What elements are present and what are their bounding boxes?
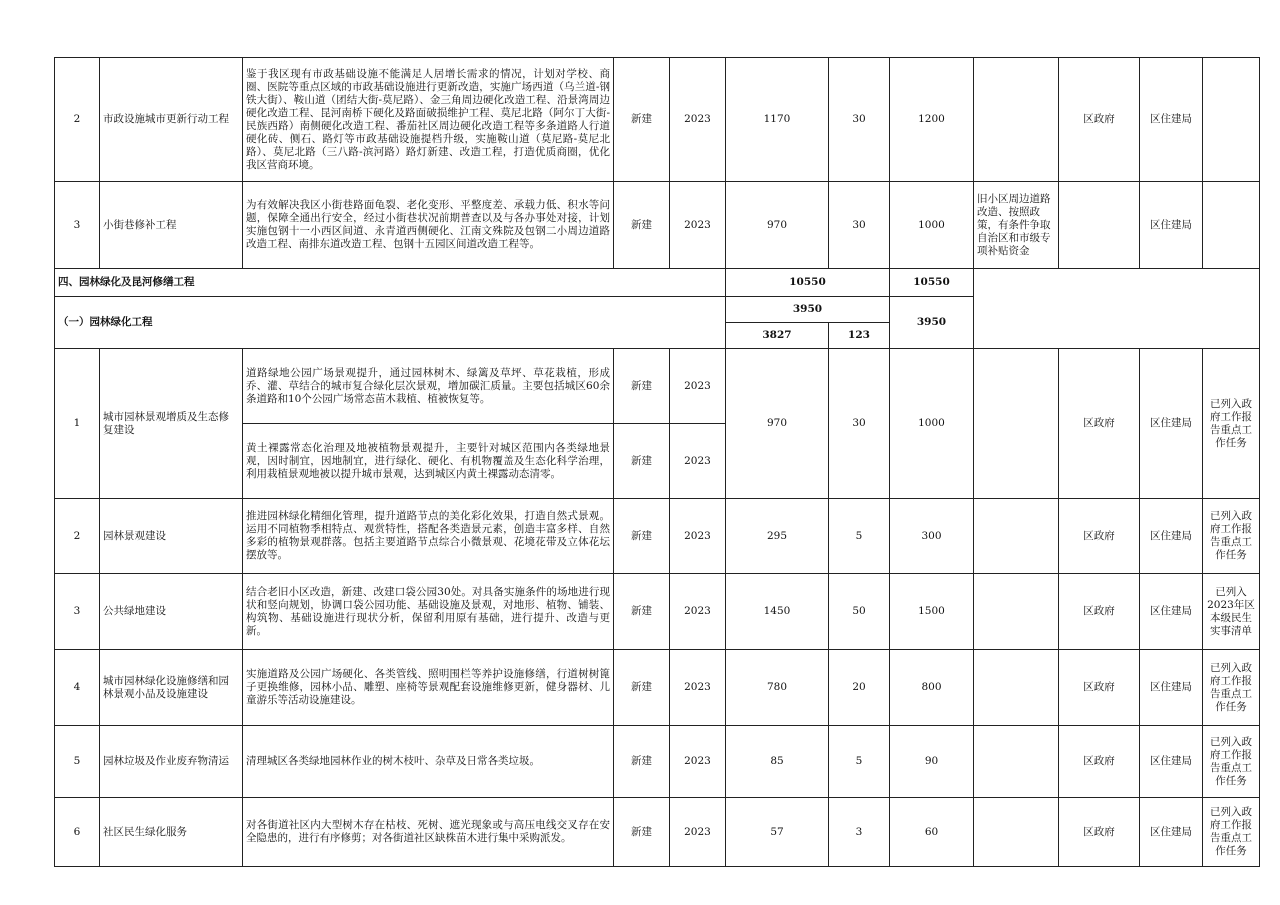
total-amount: 60: [890, 798, 974, 867]
remark: 已列入政府工作报告重点工作任务: [1203, 798, 1260, 867]
project-type: 新建: [614, 349, 670, 424]
row-seq: 5: [55, 726, 100, 798]
project-year: 2023: [670, 798, 726, 867]
funding-source: 旧小区周边道路改造、按照政策，有条件争取自治区和市级专项补贴资金: [974, 182, 1059, 269]
project-year: 2023: [670, 650, 726, 726]
funding-source: [974, 574, 1059, 650]
table-row: [55, 58, 1260, 182]
project-type: 新建: [614, 58, 670, 182]
funding-source: [974, 726, 1059, 798]
funding-source: [974, 349, 1059, 499]
project-year: 2023: [670, 349, 726, 424]
row-seq: 2: [55, 499, 100, 574]
subsection-amount-1: 3827: [726, 323, 829, 349]
responsible-unit: 区住建局: [1140, 574, 1203, 650]
project-description: 道路绿地公园广场景观提升，通过园林树木、绿篱及草坪、草花栽植，形成乔、灌、草结合的城市复合绿化层次景观，增加碳汇质量。主要包括城区60余条道路和10个公园广场常态苗木栽植、植被恢复等。: [243, 349, 614, 424]
subsection-title: （一）园林绿化工程: [55, 297, 726, 349]
responsible-government: 区政府: [1059, 798, 1140, 867]
responsible-government: 区政府: [1059, 349, 1140, 499]
remark: 已列入政府工作报告重点工作任务: [1203, 499, 1260, 574]
amount-2: 3: [829, 798, 890, 867]
project-description: 鉴于我区现有市政基础设施不能满足人居增长需求的情况，计划对学校、商圈、医院等重点区域的市政基础设施进行更新改造，实施广场西道（乌兰道-钢铁大街）、鞍山道（团结大街-莫尼路）、金三角周边硬化改造工程、沿景湾周边硬化改造工程、昆河南桥下硬化及路面破损维护工程、莫尼北路（阿尔丁大街-民族西路）南侧硬化改造工程、番茄社区周边硬化改造工程等多条道路人行道硬化砖、侧石、路灯等市政基础设施提档升级，实施鞍山道（莫尼路-莫尼北路）、莫尼北路（三八路-滨河路）路灯新建、改造工程，打造优质商圈，优化我区营商环境。: [243, 58, 614, 182]
amount-1: 1170: [726, 58, 829, 182]
project-type: 新建: [614, 798, 670, 867]
row-seq: 3: [55, 574, 100, 650]
project-year: 2023: [670, 726, 726, 798]
funding-source: [974, 798, 1059, 867]
remark: 已列入政府工作报告重点工作任务: [1203, 349, 1260, 499]
project-name: 城市园林绿化设施修缮和园林景观小品及设施建设: [100, 650, 243, 726]
table-row: [55, 349, 1260, 424]
project-description: 对各街道社区内大型树木存在枯枝、死树、遮光现象或与高压电线交叉存在安全隐患的，进行有序修剪；对各街道社区缺株苗木进行集中采购派发。: [243, 798, 614, 867]
total-amount: 1000: [890, 182, 974, 269]
project-type: 新建: [614, 182, 670, 269]
project-description: 黄土裸露常态化治理及地被植物景观提升，主要针对城区范围内各类绿地景观，因时制宜，因地制宜，进行绿化、硬化、有机物覆盖及生态化科学治理，利用栽植景观地被以提升城市景观，达到城区内黄土裸露动态清零。: [243, 424, 614, 499]
amount-1: 57: [726, 798, 829, 867]
project-year: 2023: [670, 424, 726, 499]
subsection-amount: 3950: [726, 297, 890, 323]
project-type: 新建: [614, 424, 670, 499]
table-row: [55, 798, 1260, 867]
responsible-unit: 区住建局: [1140, 182, 1203, 269]
total-amount: 300: [890, 499, 974, 574]
amount-1: 1450: [726, 574, 829, 650]
project-name: 园林垃圾及作业废弃物清运: [100, 726, 243, 798]
row-seq: 4: [55, 650, 100, 726]
responsible-government: [1059, 182, 1140, 269]
section-title: 四、园林绿化及昆河修缮工程: [55, 269, 726, 297]
table-row: [55, 726, 1260, 798]
project-year: 2023: [670, 58, 726, 182]
responsible-unit: 区住建局: [1140, 798, 1203, 867]
responsible-government: 区政府: [1059, 726, 1140, 798]
project-type: 新建: [614, 499, 670, 574]
amount-2: 30: [829, 349, 890, 499]
section-total: 10550: [890, 269, 974, 297]
amount-2: 50: [829, 574, 890, 650]
amount-2: 30: [829, 58, 890, 182]
row-seq: 2: [55, 58, 100, 182]
amount-1: 85: [726, 726, 829, 798]
responsible-government: 区政府: [1059, 58, 1140, 182]
project-year: 2023: [670, 574, 726, 650]
section-row: [55, 269, 1260, 297]
total-amount: 1500: [890, 574, 974, 650]
project-description: 结合老旧小区改造，新建、改建口袋公园30处。对具备实施条件的场地进行现状和竖向规划，协调口袋公园功能、基础设施及景观，对地形、植物、铺装、构筑物、基础设施进行现状分析，保留利用原有基础，进行提升、改造与更新。: [243, 574, 614, 650]
row-seq: 6: [55, 798, 100, 867]
responsible-unit: 区住建局: [1140, 650, 1203, 726]
project-name: 公共绿地建设: [100, 574, 243, 650]
subsection-amount-2: 123: [829, 323, 890, 349]
amount-2: 30: [829, 182, 890, 269]
project-type: 新建: [614, 650, 670, 726]
subsection-total: 3950: [890, 297, 974, 349]
project-name: 小街巷修补工程: [100, 182, 243, 269]
remark: 已列入政府工作报告重点工作任务: [1203, 650, 1260, 726]
amount-1: 780: [726, 650, 829, 726]
project-description: 为有效解决我区小街巷路面龟裂、老化变形、平整度差、承载力低、积水等问题，保障全通出行安全，经过小街巷状况前期普查以及与各办事处对接，计划实施包钢十一小西区间道、永青道西侧硬化、江南文殊院及包钢二小周边道路改造工程、南排东道改造工程、包钢十五园区间道改造工程等。: [243, 182, 614, 269]
responsible-unit: 区住建局: [1140, 726, 1203, 798]
responsible-government: 区政府: [1059, 574, 1140, 650]
project-year: 2023: [670, 499, 726, 574]
project-description: 推进园林绿化精细化管理，提升道路节点的美化彩化效果，打造自然式景观。运用不同植物季相特点、观赏特性，搭配各类造景元素，创造丰富多样、自然多彩的植物景观群落。包括主要道路节点综合小微景观、花境花带及立体花坛摆放等。: [243, 499, 614, 574]
total-amount: 1000: [890, 349, 974, 499]
table-row: [55, 499, 1260, 574]
row-seq: 3: [55, 182, 100, 269]
amount-2: 5: [829, 726, 890, 798]
amount-2: 20: [829, 650, 890, 726]
remark: 已列入政府工作报告重点工作任务: [1203, 726, 1260, 798]
project-year: 2023: [670, 182, 726, 269]
row-seq: 1: [55, 349, 100, 499]
remark: 已列入2023年区本级民生实事清单: [1203, 574, 1260, 650]
remark: [1203, 58, 1260, 182]
project-name: 社区民生绿化服务: [100, 798, 243, 867]
section-amount: 10550: [726, 269, 890, 297]
project-type: 新建: [614, 726, 670, 798]
total-amount: 800: [890, 650, 974, 726]
table-row: [55, 182, 1260, 269]
amount-1: 970: [726, 349, 829, 499]
project-description: 清理城区各类绿地园林作业的树木枝叶、杂草及日常各类垃圾。: [243, 726, 614, 798]
table-row: [55, 574, 1260, 650]
amount-1: 970: [726, 182, 829, 269]
funding-source: [974, 650, 1059, 726]
responsible-government: 区政府: [1059, 499, 1140, 574]
total-amount: 90: [890, 726, 974, 798]
responsible-unit: 区住建局: [1140, 349, 1203, 499]
responsible-government: 区政府: [1059, 650, 1140, 726]
project-name: 市政设施城市更新行动工程: [100, 58, 243, 182]
project-description: 实施道路及公园广场硬化、各类管线、照明围栏等养护设施修缮，行道树树篦子更换维修，园林小品、雕塑、座椅等景观配套设施维修更新，健身器材、儿童游乐等活动设施建设。: [243, 650, 614, 726]
remark: [1203, 182, 1260, 269]
amount-2: 5: [829, 499, 890, 574]
project-name: 园林景观建设: [100, 499, 243, 574]
amount-1: 295: [726, 499, 829, 574]
project-name: 城市园林景观增质及生态修复建设: [100, 349, 243, 499]
responsible-unit: 区住建局: [1140, 58, 1203, 182]
project-table: [54, 57, 1260, 867]
total-amount: 1200: [890, 58, 974, 182]
responsible-unit: 区住建局: [1140, 499, 1203, 574]
table-row: [55, 650, 1260, 726]
funding-source: [974, 499, 1059, 574]
section-blank-area: [974, 269, 1260, 349]
project-type: 新建: [614, 574, 670, 650]
funding-source: [974, 58, 1059, 182]
